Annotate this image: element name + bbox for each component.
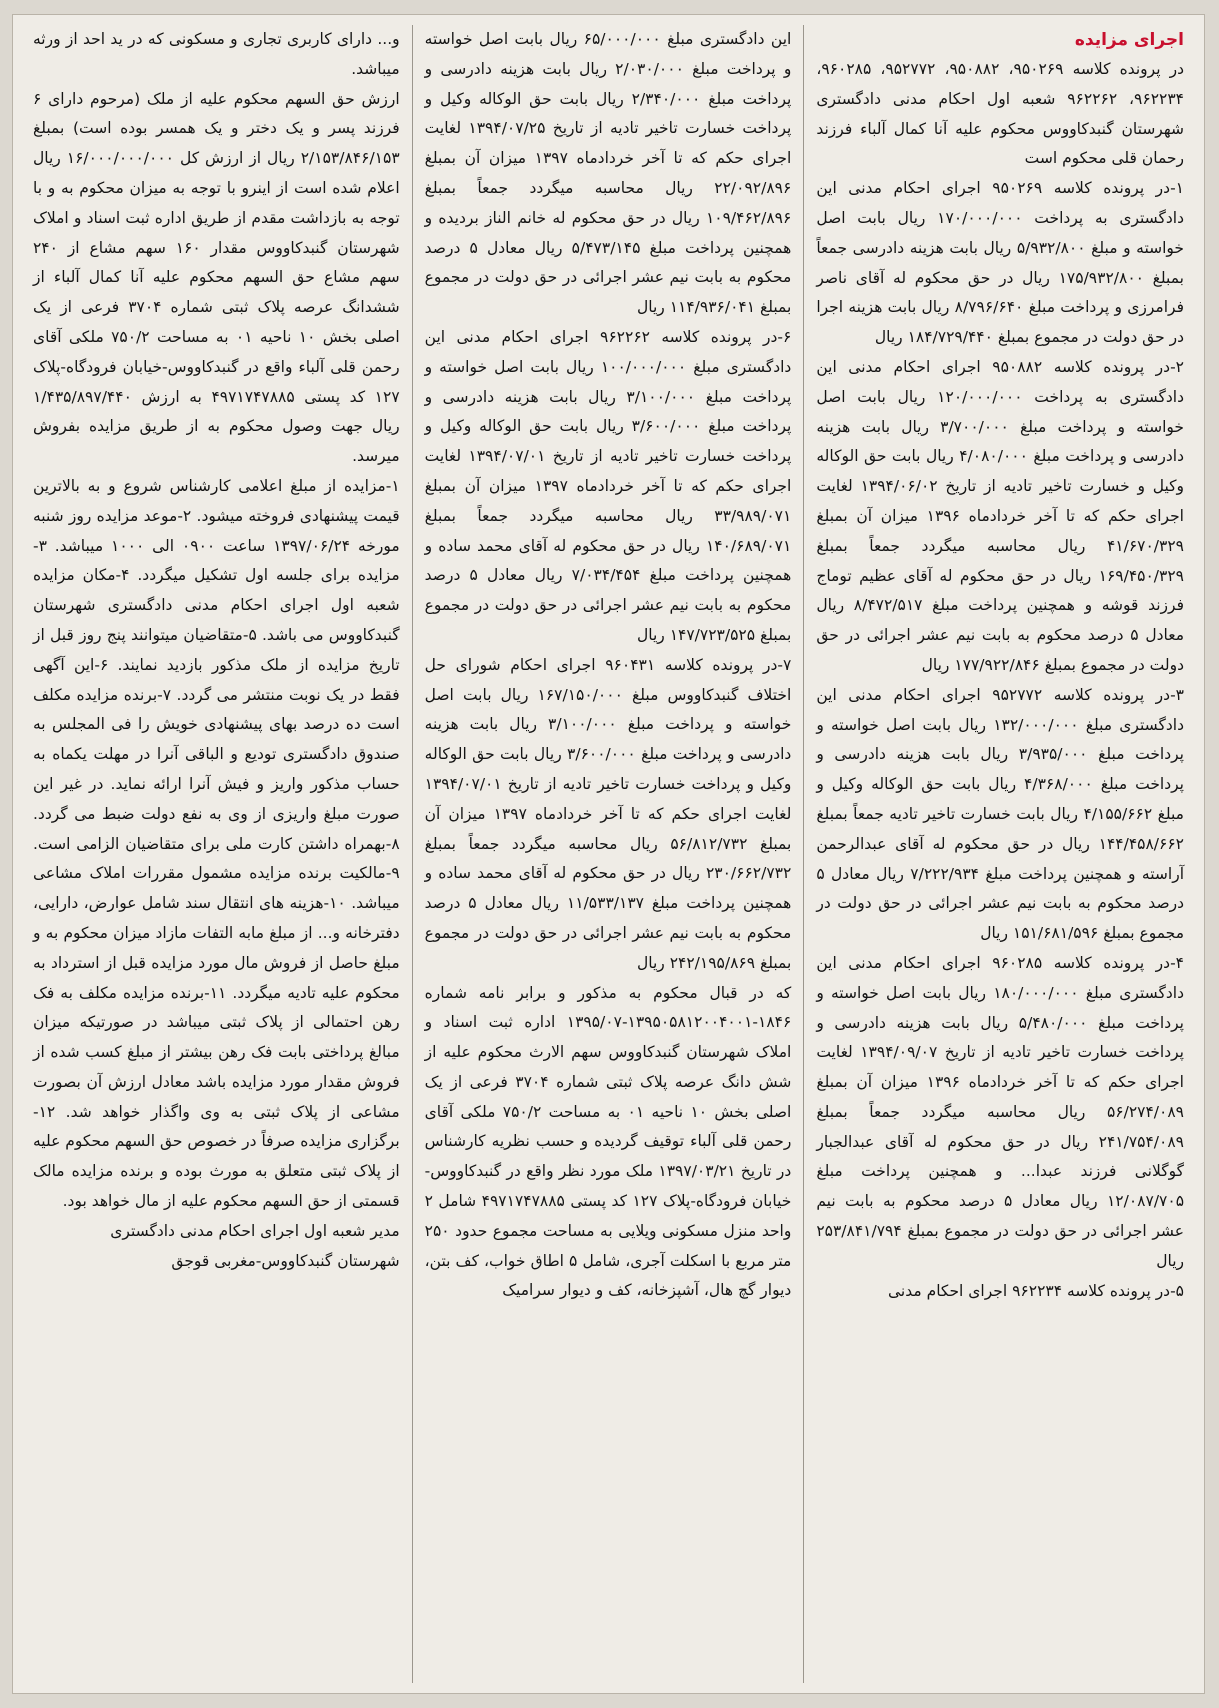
paragraph: ۱-در پرونده کلاسه ۹۵۰۲۶۹ اجرای احکام مدنی این دادگستری به پرداخت ۱۷۰/۰۰۰/۰۰۰ ریال بابت اصل خواسته و مبلغ ۵/۹۳۲/۸۰۰ ریال بابت هزینه دادرسی جمعاً بمبلغ ۱۷۵/۹۳۲/۸۰۰ ریال در حق محکوم له آقای ناصر فرامرزی و پرداخت مبلغ ۸/۷۹۶/۶۴۰ ریال بابت هزینه اجرا در حق دولت در مجموع بمبلغ ۱۸۴/۷۲۹/۴۴۰ ریال — [816, 179, 1184, 347]
paragraph: ۳-در پرونده کلاسه ۹۵۲۷۷۲ اجرای احکام مدنی این دادگستری مبلغ ۱۳۲/۰۰۰/۰۰۰ ریال بابت اصل خواسته و پرداخت مبلغ ۳/۹۳۵/۰۰۰ ریال بابت هزینه دادرسی و پرداخت مبلغ ۴/۳۶۸/۰۰۰ ریال بابت حق الوکاله وکیل و مبلغ ۴/۱۵۵/۶۶۲ ریال بابت خسارت تاخیر تادیه جمعاً بمبلغ ۱۴۴/۴۵۸/۶۶۲ ریال در حق محکوم له آقای عبدالرحمن آراسته و همچنین پرداخت مبلغ ۷/۲۲۲/۹۳۴ ریال معادل ۵ درصد محکوم به بابت نیم عشر اجرائی در حق دولت در مجموع بمبلغ ۱۵۱/۶۸۱/۵۹۶ ریال — [816, 685, 1184, 943]
newspaper-clipping — [12, 14, 1205, 1694]
column-right — [804, 25, 1196, 1683]
paragraph: ارزش حق السهم محکوم علیه از ملک (مرحوم دارای ۶ فرزند پسر و یک دختر و یک همسر بوده است) بمبلغ ۲/۱۵۳/۸۴۶/۱۵۳ ریال از ارزش کل ۱۶/۰۰۰/۰۰۰/۰۰۰ ریال اعلام شده است از اینرو با توجه به میزان محکوم به و با توجه به بازداشت مقدم از طریق اداره ثبت اسناد و املاک شهرستان گنبدکاووس مقدار ۱۶۰ سهم مشاع از ۲۴۰ سهم مشاع حق السهم محکوم علیه آنا کمال آلباء از ششدانگ عرصه پلاک ثبتی شماره ۳۷۰۴ فرعی از یک اصلی بخش ۱۰ ناحیه ۰۱ به مساحت ۷۵۰/۲ ملکی آقای رحمن قلی آلباء واقع در گنبدکاووس-خیابان فرودگاه-پلاک ۱۲۷ کد پستی ۴۹۷۱۷۴۷۸۸۵ به ارزش ۱/۴۳۵/۸۹۷/۴۴۰ ریال جهت وصول محکوم به از طریق مزایده بفروش میرسد. — [32, 89, 400, 466]
column-middle — [413, 25, 805, 1683]
signature-line: مدیر شعبه اول اجرای احکام مدنی دادگستری — [110, 1221, 400, 1240]
paragraph: در پرونده کلاسه ۹۵۰۲۶۹، ۹۵۰۸۸۲، ۹۵۲۷۷۲، ۹۶۰۲۸۵، ۹۶۲۲۳۴، ۹۶۲۲۶۲ شعبه اول احکام مدنی دادگستری شهرستان گنبدکاووس محکوم علیه آنا کمال آلباء فرزند رحمان قلی محکوم است — [816, 60, 1185, 168]
paragraph: ۲-در پرونده کلاسه ۹۵۰۸۸۲ اجرای احکام مدنی این دادگستری به پرداخت ۱۲۰/۰۰۰/۰۰۰ ریال بابت اصل خواسته و پرداخت مبلغ ۳/۷۰۰/۰۰۰ ریال بابت هزینه دادرسی و پرداخت مبلغ ۴/۰۸۰/۰۰۰ ریال بابت حق الوکاله وکیل و خسارت تاخیر تادیه از تاریخ ۱۳۹۴/۰۶/۰۲ لغایت اجرای حکم که تا آخر خردادماه ۱۳۹۶ میزان آن بمبلغ ۴۱/۶۷۰/۳۲۹ ریال محاسبه میگردد جمعاً بمبلغ ۱۶۹/۴۵۰/۳۲۹ ریال در حق محکوم له آقای عظیم توماج فرزند قوشه و همچنین پرداخت مبلغ ۸/۴۷۲/۵۱۷ ریال معادل ۵ درصد محکوم به بابت نیم عشر اجرائی در حق دولت در مجموع بمبلغ ۱۷۷/۹۲۲/۸۴۶ ریال — [816, 357, 1184, 674]
notice-columns — [21, 25, 1196, 1683]
column-left — [21, 25, 413, 1683]
paragraph: این دادگستری مبلغ ۶۵/۰۰۰/۰۰۰ ریال بابت اصل خواسته و پرداخت مبلغ ۲/۰۳۰/۰۰۰ ریال بابت هزینه دادرسی و پرداخت مبلغ ۲/۳۴۰/۰۰۰ ریال بابت حق الوکاله وکیل و پرداخت خسارت تاخیر تادیه از تاریخ ۱۳۹۴/۰۷/۲۵ لغایت اجرای حکم که تا آخر خردادماه ۱۳۹۷ میزان آن بمبلغ ۲۲/۰۹۲/۸۹۶ ریال محاسبه میگردد جمعاً بمبلغ ۱۰۹/۴۶۲/۸۹۶ ریال در حق محکوم له خانم الناز بردیده و همچنین پرداخت مبلغ ۵/۴۷۳/۱۴۵ ریال معادل ۵ درصد محکوم به بابت نیم عشر اجرائی در حق دولت در مجموع بمبلغ ۱۱۴/۹۳۶/۰۴۱ ریال — [424, 30, 792, 317]
paragraph: و... دارای کاربری تجاری و مسکونی که در ید احد از ورثه میباشد. — [32, 30, 400, 78]
paragraph: ۵-در پرونده کلاسه ۹۶۲۲۳۴ اجرای احکام مدنی — [888, 1281, 1184, 1300]
paragraph: ۶-در پرونده کلاسه ۹۶۲۲۶۲ اجرای احکام مدنی این دادگستری مبلغ ۱۰۰/۰۰۰/۰۰۰ ریال بابت اصل خواسته و پرداخت مبلغ ۳/۱۰۰/۰۰۰ ریال بابت هزینه دادرسی و پرداخت مبلغ ۳/۶۰۰/۰۰۰ ریال بابت حق الوکاله وکیل و پرداخت خسارت تاخیر تادیه از تاریخ ۱۳۹۴/۰۷/۰۱ لغایت اجرای حکم که تا آخر خردادماه ۱۳۹۷ میزان آن بمبلغ ۳۳/۹۸۹/۰۷۱ ریال محاسبه میگردد جمعاً بمبلغ ۱۴۰/۶۸۹/۰۷۱ ریال در حق محکوم له آقای محمد ساده و همچنین پرداخت مبلغ ۷/۰۳۴/۴۵۴ ریال معادل ۵ درصد محکوم به بابت نیم عشر اجرائی در حق دولت در مجموع بمبلغ ۱۴۷/۷۲۳/۵۲۵ ریال — [424, 327, 792, 644]
notice-title: اجرای مزایده — [1074, 30, 1184, 50]
paragraph: ۱-مزایده از مبلغ اعلامی کارشناس شروع و به بالاترین قیمت پیشنهادی فروخته میشود. ۲-موعد مزایده روز شنبه مورخه ۱۳۹۷/۰۶/۲۴ ساعت ۰۹۰۰ الی ۱۰۰۰ میباشد. ۳-مزایده برای جلسه اول تشکیل میگردد. ۴-مکان مزایده شعبه اول اجرای احکام مدنی دادگستری شهرستان گنبدکاووس می باشد. ۵-متقاضیان میتوانند پنج روز قبل از تاریخ مزایده از ملک مذکور بازدید نمایند. ۶-این آگهی فقط در یک نوبت منتشر می گردد. ۷-برنده مزایده مکلف است ده درصد بهای پیشنهادی خویش را فی المجلس به صندوق دادگستری تودیع و الباقی آنرا در مهلت یکماه به حساب مذکور واریز و فیش آنرا ارائه نماید. در غیر این صورت مبلغ واریزی از وی به نفع دولت ضبط می گردد. ۸-بهمراه داشتن کارت ملی برای متقاضیان الزامی است. ۹-مالکیت برنده مزایده مشمول مقررات املاک مشاعی میباشد. ۱۰-هزینه های انتقال سند شامل عوارض، دارایی، دفترخانه و... از مبلغ مابه التفات مازاد میزان محکوم به و مبلغ حاصل از فروش مال مورد مزایده قبل از استرداد به محکوم علیه تادیه میگردد. ۱۱-برنده مزایده مکلف به فک رهن احتمالی از پلاک ثبتی میباشد در صورتیکه میزان مبالغ پرداختی بابت فک رهن بیشتر از مبلغ کسب شده از فروش مقدار مورد مزایده باشد معادل ارزش آن بصورت مشاعی از پلاک ثبتی به وی واگذار خواهد شد. ۱۲-برگزاری مزایده صرفاً در خصوص حق السهم محکوم علیه از پلاک ثبتی متعلق به مورث بوده و برنده مزایده مالک قسمتی از حق السهم محکوم علیه از مال خواهد بود. — [32, 476, 400, 1211]
paragraph: که در قبال محکوم به مذکور و برابر نامه شماره ۱۸۴۶-۱۳۹۵۰۵۸۱۲۰۰۴۰۰۱-۱۳۹۵/۰۷ اداره ثبت اسناد و املاک شهرستان گنبدکاووس سهم الارث محکوم علیه از شش دانگ عرصه پلاک ثبتی شماره ۳۷۰۴ فرعی از یک اصلی بخش ۱۰ ناحیه ۰۱ به مساحت ۷۵۰/۲ ملکی آقای رحمن قلی آلباء توقیف گردیده و حسب نظریه کارشناس در تاریخ ۱۳۹۷/۰۳/۲۱ ملک مورد نظر واقع در گنبدکاووس-خیابان فرودگاه-پلاک ۱۲۷ کد پستی ۴۹۷۱۷۴۷۸۸۵ شامل ۲ واحد منزل مسکونی ویلایی به مساحت مجموع حدود ۲۵۰ متر مربع با اسکلت آجری، شامل ۵ اطاق خواب، کف بتن، دیوار گچ هال، آشپزخانه، کف و دیوار سرامیک — [424, 983, 792, 1300]
paragraph: ۴-در پرونده کلاسه ۹۶۰۲۸۵ اجرای احکام مدنی این دادگستری مبلغ ۱۸۰/۰۰۰/۰۰۰ ریال بابت اصل خواسته و پرداخت مبلغ ۵/۴۸۰/۰۰۰ ریال بابت هزینه دادرسی و پرداخت خسارت تاخیر تادیه از تاریخ ۱۳۹۴/۰۹/۰۷ لغایت اجرای حکم که تا آخر خردادماه ۱۳۹۶ میزان آن بمبلغ ۵۶/۲۷۴/۰۸۹ ریال محاسبه میگردد جمعاً بمبلغ ۲۴۱/۷۵۴/۰۸۹ ریال در حق محکوم له آقای عبدالجبار گوگلانی فرزند عبدا... و همچنین پرداخت مبلغ ۱۲/۰۸۷/۷۰۵ ریال معادل ۵ درصد محکوم به بابت نیم عشر اجرائی در حق دولت در مجموع بمبلغ ۲۵۳/۸۴۱/۷۹۴ ریال — [816, 953, 1185, 1270]
paragraph: ۷-در پرونده کلاسه ۹۶۰۴۳۱ اجرای احکام شورای حل اختلاف گنبدکاووس مبلغ ۱۶۷/۱۵۰/۰۰۰ ریال بابت اصل خواسته و پرداخت مبلغ ۳/۱۰۰/۰۰۰ ریال بابت هزینه دادرسی و پرداخت مبلغ ۳/۶۰۰/۰۰۰ ریال بابت حق الوکاله وکیل و پرداخت خسارت تاخیر تادیه از تاریخ ۱۳۹۴/۰۷/۰۱ لغایت اجرای حکم که تا آخر خردادماه ۱۳۹۷ میزان آن بمبلغ ۵۶/۸۱۲/۷۳۲ ریال محاسبه میگردد جمعاً بمبلغ ۲۳۰/۶۶۲/۷۳۲ ریال در حق محکوم له آقای محمد ساده و همچنین پرداخت مبلغ ۱۱/۵۳۳/۱۳۷ ریال معادل ۵ درصد محکوم به بابت نیم عشر اجرائی در حق دولت در مجموع بمبلغ ۲۴۲/۱۹۵/۸۶۹ ریال — [424, 655, 792, 972]
signature-line: شهرستان گنبدکاووس-مغربی قوجق — [171, 1251, 400, 1270]
